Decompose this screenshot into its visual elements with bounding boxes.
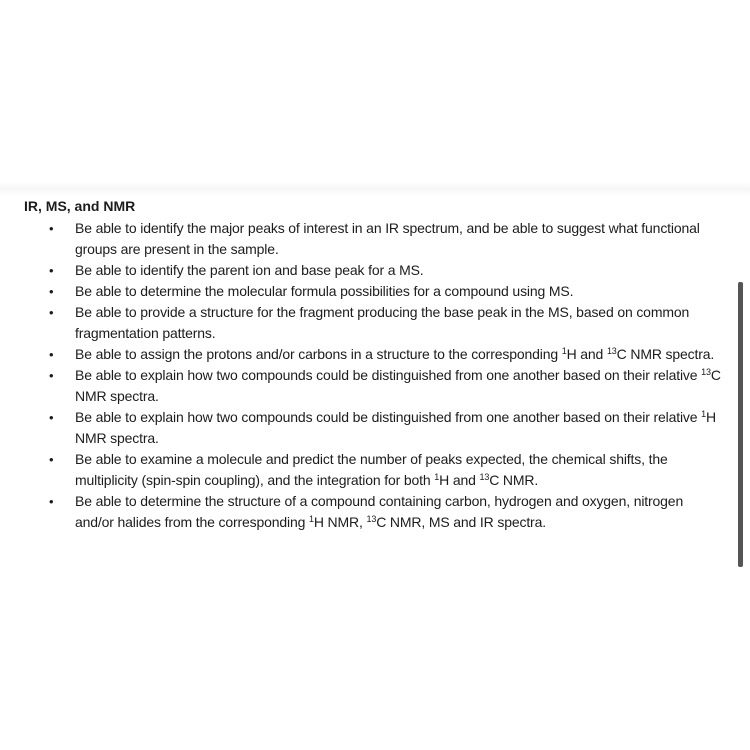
bullet-icon: • bbox=[49, 221, 54, 236]
superscript: 1 bbox=[434, 472, 440, 482]
list-item bbox=[24, 281, 724, 302]
item-text: C NMR spectra. bbox=[616, 346, 715, 362]
list-item bbox=[24, 302, 724, 344]
document-section bbox=[24, 196, 724, 533]
item-text: C NMR, MS and IR spectra. bbox=[376, 514, 546, 530]
item-text: Be able to explain how two compounds could be distinguished from one another based on their relative bbox=[75, 409, 702, 425]
bullet-icon: • bbox=[49, 347, 54, 362]
item-text: Be able to examine a molecule and predict the number of peaks expected, the chemical shifts, the multiplicity (spin-spin coupling), and the integration for both bbox=[75, 451, 668, 488]
list-item bbox=[24, 407, 724, 449]
superscript: 1 bbox=[561, 346, 567, 356]
list-item bbox=[24, 491, 724, 533]
page-edge-shadow bbox=[0, 182, 750, 196]
superscript: 13 bbox=[366, 514, 377, 524]
item-text: Be able to assign the protons and/or carbons in a structure to the corresponding bbox=[75, 346, 562, 362]
list-item bbox=[24, 260, 724, 281]
superscript: 1 bbox=[701, 409, 707, 419]
list-item bbox=[24, 449, 724, 491]
item-text: Be able to determine the molecular formula possibilities for a compound using MS. bbox=[75, 283, 574, 299]
bullet-icon: • bbox=[49, 305, 54, 320]
item-text: Be able to explain how two compounds could be distinguished from one another based on their relative bbox=[75, 367, 702, 383]
superscript: 13 bbox=[479, 472, 490, 482]
item-text: Be able to provide a structure for the fragment producing the base peak in the MS, based on common fragmentation patterns. bbox=[75, 304, 690, 341]
item-text: C NMR. bbox=[489, 472, 539, 488]
superscript: 13 bbox=[701, 367, 711, 377]
item-text: Be able to determine the structure of a compound containing carbon, hydrogen and oxygen, nitrogen and/or halides from the corresponding bbox=[75, 493, 684, 530]
item-text: Be able to identify the parent ion and base peak for a MS. bbox=[75, 262, 424, 278]
bullet-icon: • bbox=[49, 368, 54, 383]
objectives-list bbox=[24, 218, 724, 533]
list-item bbox=[24, 218, 724, 260]
bullet-icon: • bbox=[49, 452, 54, 467]
vertical-scrollbar[interactable] bbox=[738, 282, 743, 567]
item-text: H and bbox=[439, 472, 480, 488]
item-text: C NMR spectra. bbox=[75, 367, 721, 404]
superscript: 13 bbox=[606, 346, 617, 356]
bullet-icon: • bbox=[49, 284, 54, 299]
item-text: Be able to identify the major peaks of interest in an IR spectrum, and be able to suggest what functional groups are present in the sample. bbox=[75, 220, 700, 257]
section-heading: IR, MS, and NMR bbox=[24, 198, 136, 214]
item-text: H and bbox=[566, 346, 607, 362]
superscript: 1 bbox=[309, 514, 314, 524]
bullet-icon: • bbox=[49, 263, 54, 278]
list-item bbox=[24, 365, 724, 407]
item-text: H NMR, bbox=[313, 514, 367, 530]
item-text: H NMR spectra. bbox=[75, 409, 716, 446]
list-item bbox=[24, 344, 724, 365]
bullet-icon: • bbox=[49, 494, 54, 509]
bullet-icon: • bbox=[49, 410, 54, 425]
